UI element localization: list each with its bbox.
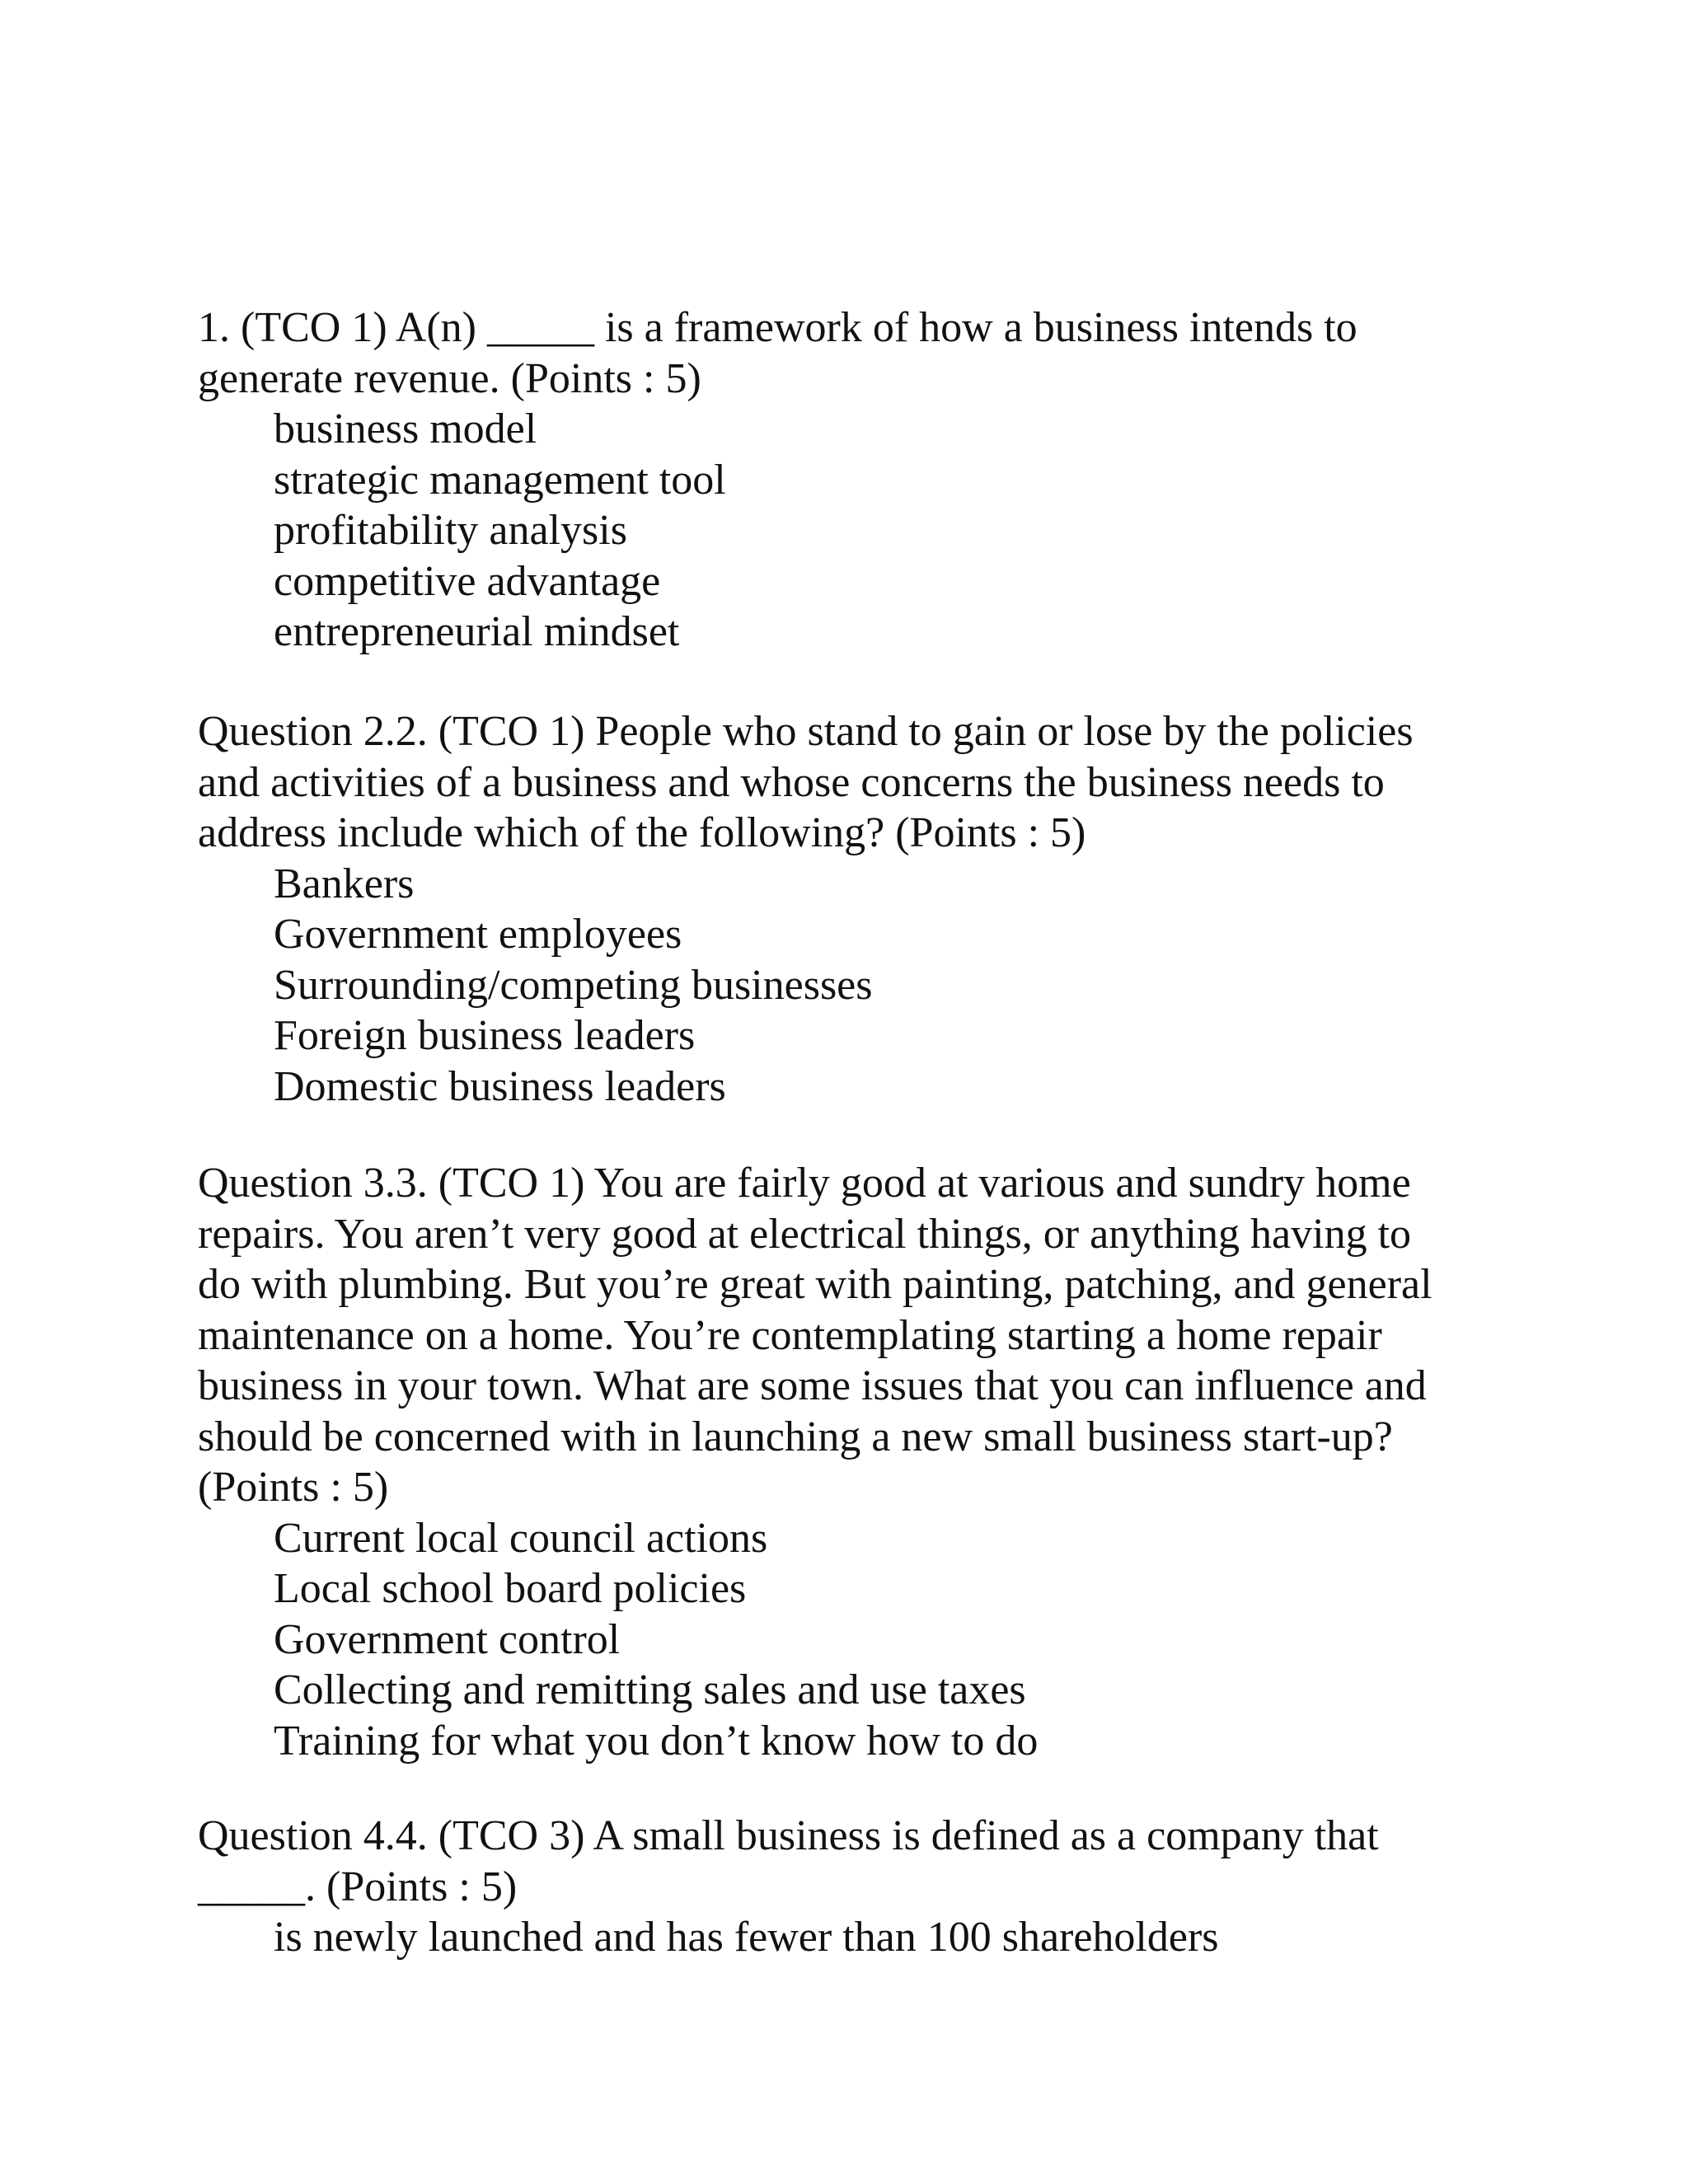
question-prompt-line: maintenance on a home. You’re contemplating starting a home repair xyxy=(198,1311,1382,1359)
question-2 xyxy=(198,706,1484,1112)
question-prompt-line: generate revenue. (Points : 5) xyxy=(198,354,701,402)
answer-option[interactable]: profitability analysis xyxy=(274,507,627,554)
question-prompt-line: _____. (Points : 5) xyxy=(198,1863,518,1910)
question-prompt-line: Question 3.3. (TCO 1) You are fairly good at various and sundry home xyxy=(198,1160,1411,1207)
answer-option[interactable]: Government control xyxy=(274,1615,621,1663)
answer-option[interactable]: Bankers xyxy=(274,860,415,907)
answer-options xyxy=(198,1513,1484,1767)
answer-option[interactable]: Domestic business leaders xyxy=(274,1062,726,1110)
question-prompt-line: Question 2.2. (TCO 1) People who stand to gain or lose by the policies xyxy=(198,708,1414,755)
answer-option[interactable]: Surrounding/competing businesses xyxy=(274,961,873,1009)
question-4 xyxy=(198,1811,1484,1963)
question-prompt-line: do with plumbing. But you’re great with painting, patching, and general xyxy=(198,1261,1432,1308)
answer-options xyxy=(198,859,1484,1113)
question-prompt-line: should be concerned with in launching a new small business start-up? xyxy=(198,1413,1393,1460)
answer-option[interactable]: Training for what you don’t know how to do xyxy=(274,1717,1039,1765)
question-prompt-line: (Points : 5) xyxy=(198,1464,389,1511)
answer-option[interactable]: Government employees xyxy=(274,911,682,958)
question-prompt-line: Question 4.4. (TCO 3) A small business is defined as a company that xyxy=(198,1812,1379,1859)
answer-option[interactable]: business model xyxy=(274,405,537,452)
question-prompt-line: 1. (TCO 1) A(n) _____ is a framework of how a business intends to xyxy=(198,304,1357,351)
question-prompt-line: address include which of the following? (Points : 5) xyxy=(198,809,1086,856)
answer-option[interactable]: Local school board policies xyxy=(274,1565,747,1612)
question-prompt-line: and activities of a business and whose concerns the business needs to xyxy=(198,758,1385,806)
answer-option[interactable]: Foreign business leaders xyxy=(274,1012,696,1059)
question-1 xyxy=(198,302,1484,658)
question-prompt-line: repairs. You aren’t very good at electrical things, or anything having to xyxy=(198,1210,1412,1258)
question-3 xyxy=(198,1158,1484,1766)
answer-option[interactable]: strategic management tool xyxy=(274,456,726,504)
answer-option[interactable]: Collecting and remitting sales and use taxes xyxy=(274,1666,1026,1713)
answer-option[interactable]: is newly launched and has fewer than 100 shareholders xyxy=(274,1914,1219,1961)
answer-options xyxy=(198,404,1484,658)
answer-option[interactable]: competitive advantage xyxy=(274,557,661,605)
answer-option[interactable]: Current local council actions xyxy=(274,1514,768,1562)
question-prompt-line: business in your town. What are some issues that you can influence and xyxy=(198,1362,1427,1409)
answer-option[interactable]: entrepreneurial mindset xyxy=(274,608,680,655)
answer-options xyxy=(198,1912,1484,1963)
